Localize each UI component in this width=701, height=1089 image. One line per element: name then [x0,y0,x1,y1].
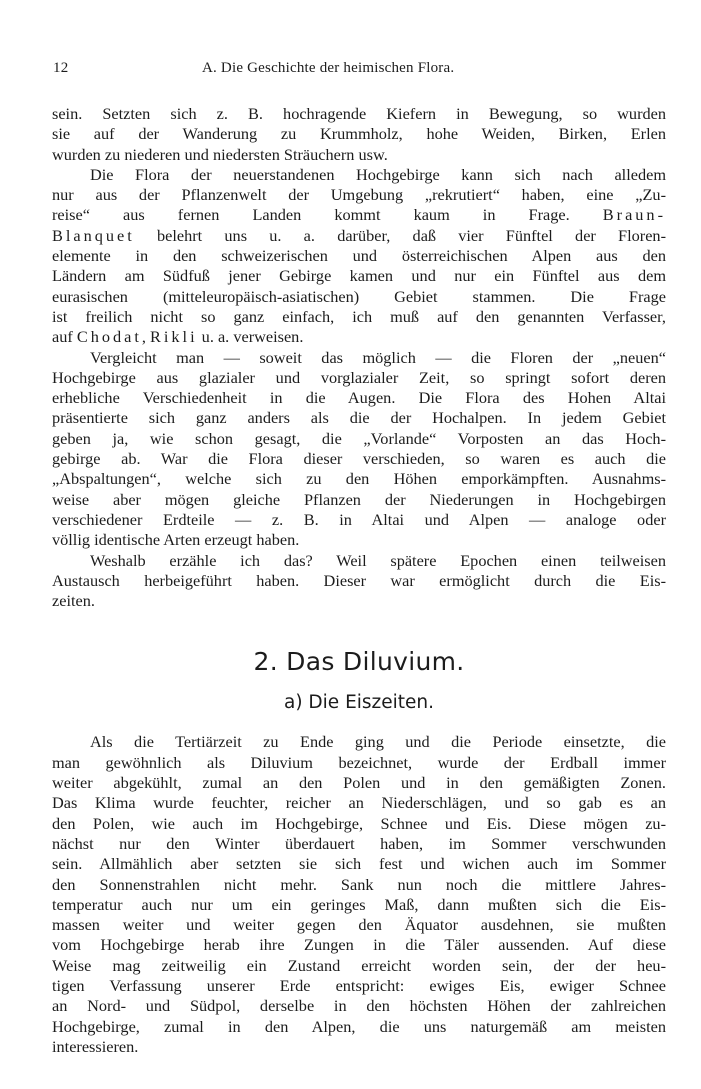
text-line: den Sonnenstrahlen nicht mehr. Sank nun noch die mittlere Jahres- [52,874,666,894]
text-line: Vergleicht man — soweit das möglich — die Floren der „neuen“ [90,347,666,367]
running-head-title: A. Die Geschichte der heimischen Flora. [202,60,455,76]
text-fragment: reise“ aus fernen Landen kommt kaum in Frage. [52,205,570,225]
section-heading: 2. Das Diluvium. [253,647,465,677]
author-name: Braun- [602,205,666,225]
book-page [52,60,666,1057]
text-line: Als die Tertiärzeit zu Ende ging und die Periode einsetzte, die [90,732,666,752]
text-line: Ländern am Südfuß jener Gebirge kamen und nur ein Fünftel aus dem [52,266,666,286]
text-line: man gewöhnlich als Diluvium bezeichnet, wurde der Erdball immer [52,752,666,772]
page-number: 12 [53,60,69,76]
author-name: Rikli [150,327,198,347]
text-line: präsentierte sich ganz anders als die der Hochalpen. In jedem Gebiet [52,408,666,428]
paragraph-question [52,551,666,612]
text-fragment: belehrt uns u. a. darüber, daß vier Fünftel der Floren- [134,225,666,245]
text-line: nächst nur den Winter überdauert haben, im Sommer verschwunden [52,833,666,853]
text-line: „Abspaltungen“, welche sich zu den Höhen emporkämpften. Ausnahms- [52,469,666,489]
text-line [52,327,666,347]
paragraph-ice-age [52,732,666,1057]
text-line: ist freilich nicht so ganz einfach, ich muß auf den genannten Verfasser, [52,306,666,326]
text-line: sein. Setzten sich z. B. hochragende Kiefern in Bewegung, so wurden [52,104,666,123]
running-head [52,60,666,82]
text-line: wurden zu niederen und niedersten Sträuchern usw. [52,144,388,164]
text-line: sein. Allmählich aber setzten sie sich fest und wichen auch im Sommer [52,854,666,874]
text-line: zeiten. [52,591,95,611]
author-name: Chodat [76,327,142,347]
text-line: erhebliche Verschiedenheit in die Augen. Die Flora des Hohen Altai [52,388,666,408]
text-line: Hochgebirge aus glazialer und vorglazialer Zeit, so springt sofort deren [52,367,666,387]
text-line: eurasischen (mitteleuropäisch-asiatischen) Gebiet stammen. Die Frage [52,286,666,306]
text-line: Weise mag zeitweilig ein Zustand erreicht worden sein, der der heu- [52,955,666,975]
text-line: interessieren. [52,1036,139,1056]
text-line: Weshalb erzähle ich das? Weil spätere Epochen einen teilweisen [90,550,666,570]
text-line: an Nord- und Südpol, derselbe in den höchsten Höhen der zahlreichen [52,996,666,1016]
text-line: tigen Verfassung unserer Erde entspricht: ewiges Eis, ewiger Schnee [52,975,666,995]
text-fragment: , [141,327,151,347]
text-line: massen weiter und weiter gegen den Äquator ausdehnen, sie mußten [52,915,666,935]
text-line: temperatur auch nur um ein geringes Maß, dann mußten sich die Eis- [52,894,666,914]
text-line: völlig identische Arten erzeugt haben. [52,530,300,550]
text-fragment: u. a. verweisen. [197,327,304,347]
text-line: gebirge ab. War die Flora dieser verschieden, so waren es auch die [52,449,666,469]
text-line: Das Klima wurde feuchter, reicher an Niederschlägen, und so gab es an [52,793,666,813]
subsection-heading: a) Die Eiszeiten. [283,692,435,714]
text-line: sie auf der Wanderung zu Krummholz, hohe Weiden, Birken, Erlen [52,124,666,144]
text-line: elemente in den schweizerischen und österreichischen Alpen aus den [52,246,666,266]
text-line: geben ja, wie schon gesagt, die „Vorlande“ Vorposten an das Hoch- [52,428,666,448]
text-line: vom Hochgebirge herab ihre Zungen in die Täler aussenden. Auf diese [52,935,666,955]
author-name: Blanquet [52,225,135,245]
text-fragment: auf [52,327,77,347]
paragraph-comparison [52,348,666,551]
body-text [52,104,666,611]
text-line: den Polen, wie auch im Hochgebirge, Schnee und Eis. Diese mögen zu- [52,813,666,833]
text-line: Die Flora der neuerstandenen Hochgebirge kann sich nach alledem [90,164,666,184]
text-line [52,205,666,225]
paragraph-continuation [52,104,666,165]
paragraph-flora-origin [52,165,666,348]
text-line: nur aus der Pflanzenwelt der Umgebung „rekrutiert“ haben, eine „Zu- [52,185,666,205]
text-line: verschiedener Erdteile — z. B. in Altai und Alpen — analoge oder [52,509,666,529]
text-line: Austausch herbeigeführt haben. Dieser war ermöglicht durch die Eis- [52,570,666,590]
text-line: weiter abgekühlt, zumal an den Polen und in den gemäßigten Zonen. [52,773,666,793]
text-line: Hochgebirge, zumal in den Alpen, die uns naturgemäß am meisten [52,1016,666,1036]
body-text-ice-age [52,732,666,1057]
text-line [52,226,666,246]
text-line: weise aber mögen gleiche Pflanzen der Niederungen in Hochgebirgen [52,489,666,509]
